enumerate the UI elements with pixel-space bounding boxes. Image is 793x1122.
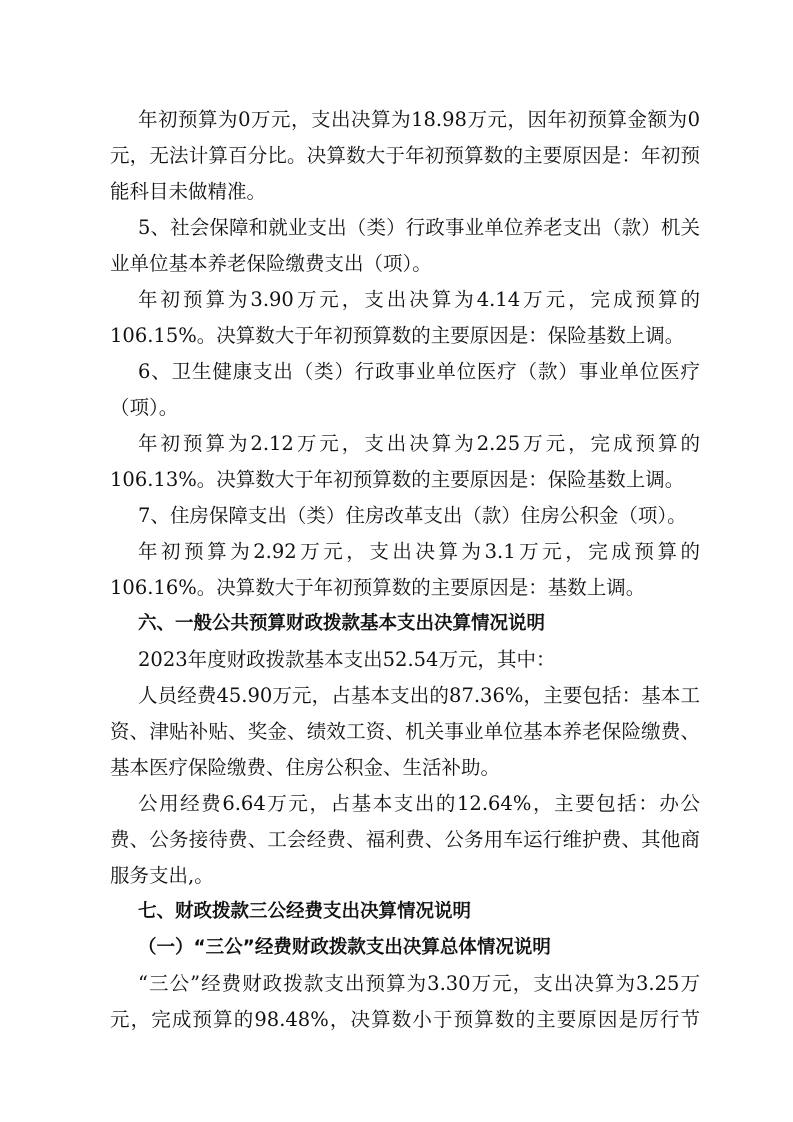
paragraph-line: 年初预算为3.90万元，支出决算为4.14万元，完成预算的 bbox=[138, 288, 700, 311]
paragraph-line: 106.16%。决算数大于年初预算数的主要原因是：基数上调。 bbox=[110, 576, 646, 599]
section-heading: 七、财政拨款三公经费支出决算情况说明 bbox=[138, 901, 472, 922]
paragraph-line: 2023年度财政拨款基本支出52.54万元，其中： bbox=[138, 648, 556, 671]
section-heading: 六、一般公共预算财政拨款基本支出决算情况说明 bbox=[138, 613, 546, 634]
paragraph-line: 元，完成预算的98.48%，决算数小于预算数的主要原因是厉行节 bbox=[110, 1008, 700, 1031]
paragraph-line: 元，无法计算百分比。决算数大于年初预算数的主要原因是：年初预 bbox=[110, 144, 700, 167]
paragraph-line: 106.13%。决算数大于年初预算数的主要原因是：保险基数上调。 bbox=[110, 468, 685, 491]
paragraph-line: “三公”经费财政拨款支出预算为3.30万元，支出决算为3.25万 bbox=[138, 972, 700, 995]
paragraph-line: （项）。 bbox=[110, 396, 179, 419]
paragraph-line: 7、住房保障支出（类）住房改革支出（款）住房公积金（项）。 bbox=[138, 504, 687, 527]
paragraph-line: 6、卫生健康支出（类）行政事业单位医疗（款）事业单位医疗 bbox=[138, 360, 700, 383]
paragraph-line: 年初预算为2.92万元，支出决算为3.1万元，完成预算的 bbox=[138, 540, 700, 563]
paragraph-line: 公用经费6.64万元，占基本支出的12.64%，主要包括：办公 bbox=[138, 792, 700, 815]
paragraph-line: 5、社会保障和就业支出（类）行政事业单位养老支出（款）机关 bbox=[138, 216, 700, 239]
paragraph-line: 人员经费45.90万元，占基本支出的87.36%，主要包括：基本工 bbox=[138, 684, 700, 707]
paragraph-line: 106.15%。决算数大于年初预算数的主要原因是：保险基数上调。 bbox=[110, 324, 685, 347]
subsection-heading: （一）“三公”经费财政拨款支出决算总体情况说明 bbox=[138, 937, 551, 958]
paragraph-line: 基本医疗保险缴费、住房公积金、生活补助。 bbox=[110, 756, 501, 779]
paragraph-line: 年初预算为0万元，支出决算为18.98万元，因年初预算金额为0 bbox=[138, 108, 700, 131]
paragraph-line: 能科目未做精准。 bbox=[110, 180, 267, 203]
paragraph-line: 服务支出,。 bbox=[110, 864, 214, 887]
paragraph-line: 资、津贴补贴、奖金、绩效工资、机关事业单位基本养老保险缴费、 bbox=[110, 720, 700, 743]
paragraph-line: 费、公务接待费、工会经费、福利费、公务用车运行维护费、其他商 bbox=[110, 828, 700, 851]
paragraph-line: 年初预算为2.12万元，支出决算为2.25万元，完成预算的 bbox=[138, 432, 700, 455]
paragraph-line: 业单位基本养老保险缴费支出（项）。 bbox=[110, 252, 432, 275]
